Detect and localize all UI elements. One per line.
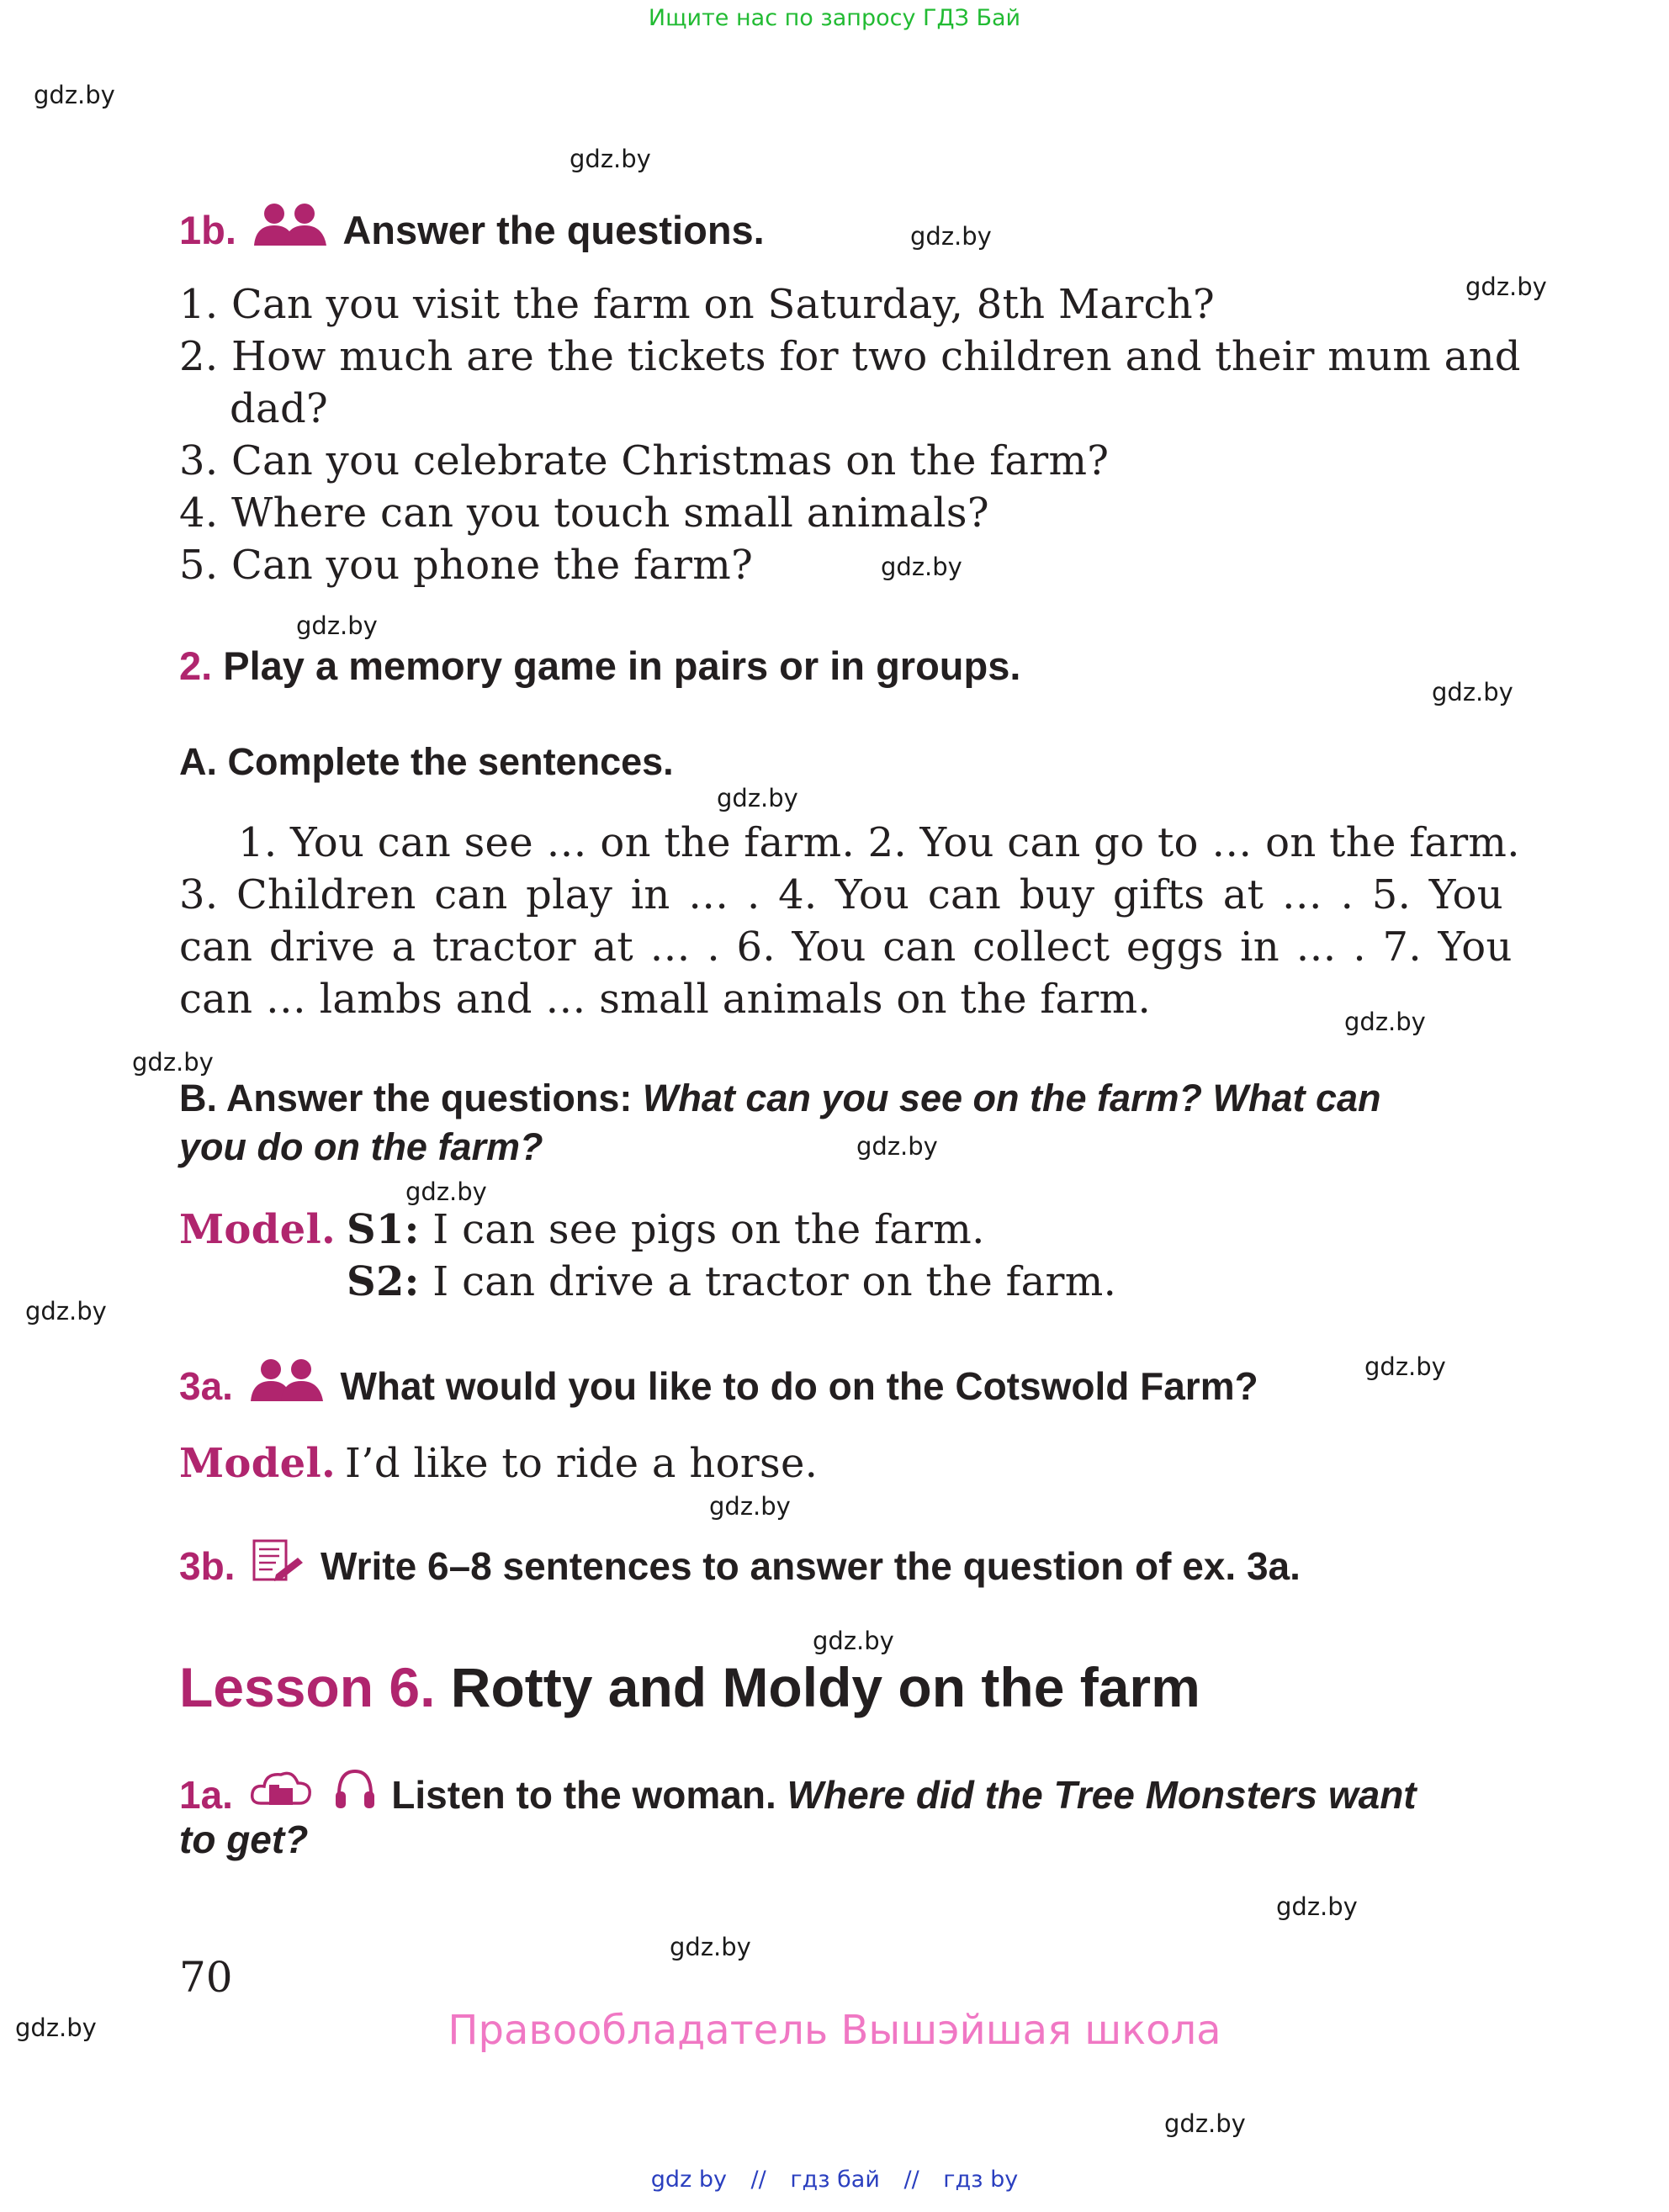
footer-link[interactable]: gdz by: [650, 2167, 727, 2193]
headphones-icon: [334, 1766, 376, 1821]
model-block: [179, 1440, 336, 1487]
watermark: gdz.by: [296, 611, 378, 640]
watermark: gdz.by: [25, 1297, 107, 1326]
watermark: gdz.by: [405, 1177, 487, 1206]
footer-link[interactable]: гдз бай: [790, 2167, 880, 2193]
watermark: gdz.by: [910, 222, 992, 251]
exercise-title: Write 6–8 sentences to answer the question of ex. 3a.: [321, 1544, 1301, 1588]
exercise-title: What would you like to do on the Cotswold Farm?: [340, 1364, 1258, 1408]
exercise-1a-heading: [179, 1766, 1417, 1821]
lesson-heading: [179, 1655, 1200, 1719]
exercise-title: Answer the questions.: [342, 208, 765, 252]
watermark: gdz.by: [1465, 273, 1547, 301]
watermark: gdz.by: [15, 2014, 97, 2042]
footer-link[interactable]: гдз by: [943, 2167, 1019, 2193]
speaker-label: S1:: [347, 1206, 420, 1253]
question-item: 1. Can you visit the farm on Saturday, 8th March?: [179, 281, 1215, 328]
exercise-2-heading: [179, 643, 1020, 689]
model-line-s1: [347, 1206, 985, 1253]
watermark: gdz.by: [1432, 678, 1513, 706]
question-item-continuation: dad?: [230, 385, 329, 432]
question-item: 4. Where can you touch small animals?: [179, 489, 989, 537]
exercise-number: 1b.: [179, 208, 236, 252]
pair-people-icon: [249, 1357, 325, 1412]
exercise-3a-heading: [179, 1357, 1258, 1412]
model-text: I’d like to ride a horse.: [345, 1440, 819, 1487]
sentence-line: can … lambs and … small animals on the farm.: [179, 976, 1152, 1023]
watermark: gdz.by: [34, 81, 115, 109]
exercise-1b-heading: [179, 202, 765, 257]
part-b-question-cont: you do on the farm?: [179, 1125, 543, 1168]
exercise-number: 1a.: [179, 1773, 233, 1817]
exercise-number: 3b.: [179, 1544, 236, 1588]
exercise-number: 3a.: [179, 1364, 233, 1408]
watermark: gdz.by: [1276, 1892, 1358, 1921]
lesson-title: Rotty and Moldy on the farm: [435, 1656, 1200, 1718]
watermark: gdz.by: [670, 1933, 751, 1961]
page-number: 70: [179, 1953, 233, 2002]
footer-separator: //: [750, 2167, 766, 2193]
writing-icon: [251, 1537, 305, 1592]
model-text: I can see pigs on the farm.: [419, 1206, 985, 1253]
top-banner[interactable]: Ищите нас по запросу ГДЗ Бай: [648, 5, 1021, 31]
model-line-s2: [347, 1258, 1116, 1305]
watermark: gdz.by: [1364, 1352, 1446, 1381]
pair-people-icon: [252, 202, 328, 257]
cloud-folder-icon: [249, 1766, 313, 1821]
copyright-notice: Правообладатель Вышэйшая школа: [448, 2007, 1221, 2054]
watermark: gdz.by: [717, 784, 798, 812]
watermark: gdz.by: [132, 1048, 214, 1077]
watermark: gdz.by: [813, 1627, 894, 1655]
watermark: gdz.by: [1344, 1008, 1426, 1036]
sentence-line: 3. Children can play in … . 4. You can buy gifts at … . 5. You: [179, 871, 1503, 918]
part-b-prefix: B. Answer the questions:: [179, 1077, 643, 1119]
watermark: gdz.by: [881, 553, 962, 581]
exercise-number: 2.: [179, 643, 213, 688]
speaker-label: S2:: [347, 1258, 420, 1305]
watermark: gdz.by: [1164, 2109, 1246, 2138]
exercise-3b-heading: [179, 1537, 1301, 1592]
model-text: I can drive a tractor on the farm.: [419, 1258, 1117, 1305]
exercise-title: Play a memory game in pairs or in groups.: [223, 643, 1021, 688]
exercise-question: Where did the Tree Monsters want: [787, 1773, 1417, 1817]
part-b-title: [179, 1077, 1381, 1120]
exercise-question-cont: to get?: [179, 1818, 309, 1861]
footer-separator: //: [903, 2167, 919, 2193]
question-item: 5. Can you phone the farm?: [179, 542, 754, 589]
sentence-line: can drive a tractor at … . 6. You can collect eggs in … . 7. You: [179, 923, 1513, 971]
exercise-text: Listen to the woman.: [391, 1773, 787, 1817]
bottom-links: [0, 2167, 1669, 2193]
part-a-title: A. Complete the sentences.: [179, 740, 674, 783]
model-block: [179, 1206, 336, 1253]
question-item: 3. Can you celebrate Christmas on the farm?: [179, 437, 1110, 484]
watermark: gdz.by: [709, 1492, 791, 1521]
lesson-number: Lesson 6.: [179, 1656, 436, 1718]
question-item: 2. How much are the tickets for two children and their mum and: [179, 333, 1521, 380]
watermark: gdz.by: [856, 1132, 938, 1161]
model-label: Model.: [179, 1206, 336, 1253]
sentence-line: 1. You can see … on the farm. 2. You can go to … on the farm.: [238, 819, 1520, 866]
watermark: gdz.by: [570, 145, 651, 173]
part-b-question: What can you see on the farm? What can: [642, 1077, 1381, 1119]
model-label: Model.: [179, 1440, 336, 1487]
